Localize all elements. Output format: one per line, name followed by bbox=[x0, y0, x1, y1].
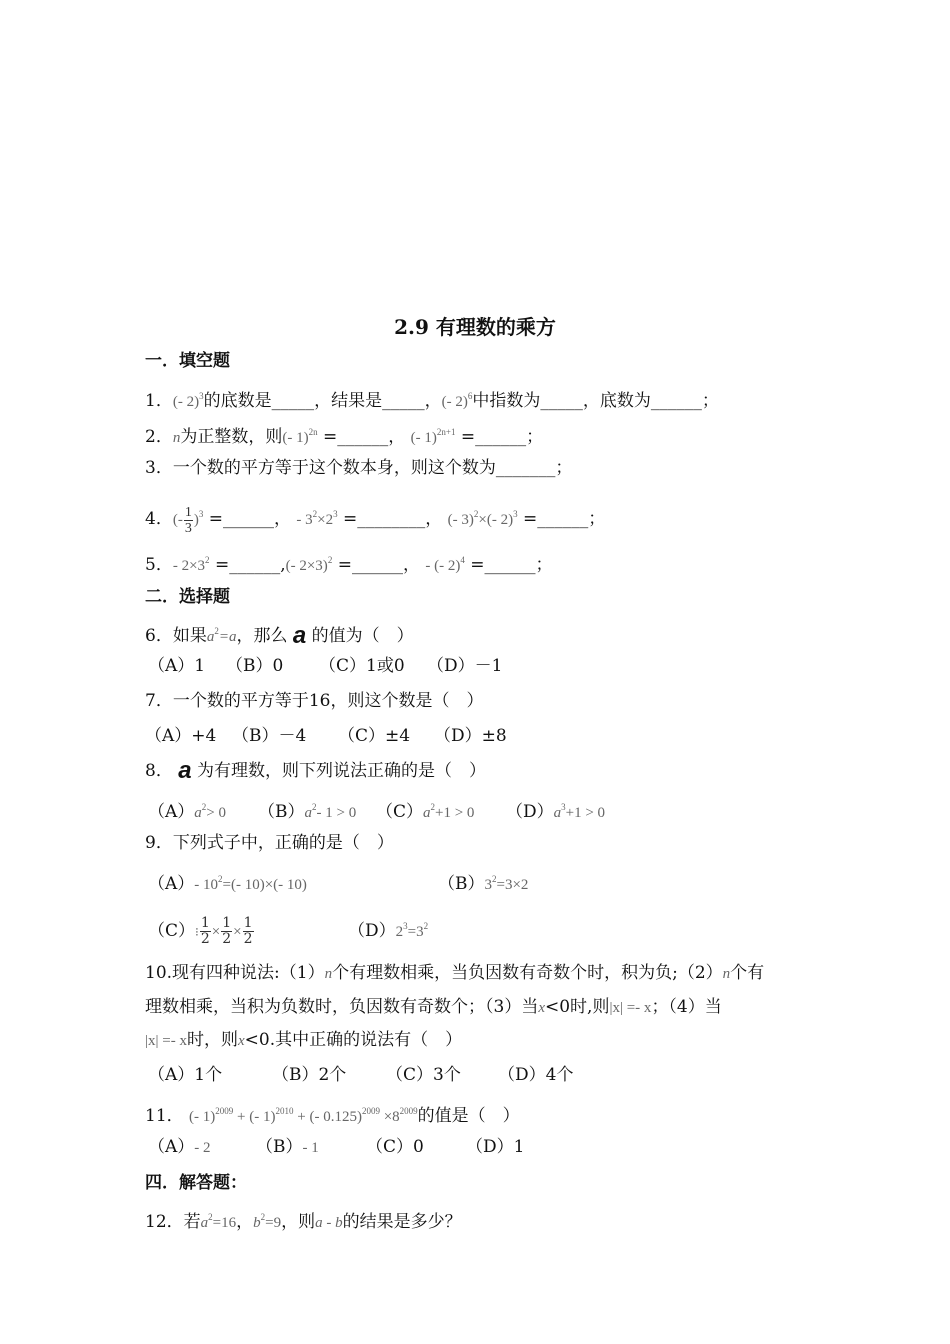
question-text: 一个数的平方等于16，则这个数是（ ） bbox=[172, 691, 484, 711]
option-c: （C）3个 bbox=[386, 1065, 461, 1085]
question-2 bbox=[145, 421, 543, 449]
question-text: =______， bbox=[208, 509, 291, 529]
option-c: （C）±4 bbox=[338, 726, 411, 746]
question-text: =______， bbox=[337, 555, 420, 575]
question-text: 为有理数，则下列说法正确的是（ ） bbox=[197, 761, 486, 781]
option-c: （C）0 bbox=[366, 1137, 424, 1157]
question-number: 10 bbox=[145, 963, 167, 983]
question-text: =________， bbox=[343, 509, 443, 529]
question-10-line-1: 10.现有四种说法:（1）n个有理数相乘，当负因数有奇数个时，积为负;（2）n个有 bbox=[145, 963, 765, 983]
option-b: $(B)a^2-$ 1 > 0 bbox=[258, 802, 357, 822]
question-text: 下列式子中，正确的是（ ） bbox=[172, 833, 394, 853]
question-number: 5． bbox=[145, 555, 173, 575]
question-text: 中指数为_____，底数为______； bbox=[472, 391, 719, 411]
question-text: 的值是（ ） bbox=[417, 1106, 520, 1126]
question-number: 4． bbox=[145, 509, 173, 529]
question-9 bbox=[145, 832, 394, 854]
question-9-options-cd bbox=[148, 915, 428, 947]
option-a: （A）- $10^2=(-$ 10)×(- 10) bbox=[148, 874, 307, 894]
question-text: =______； bbox=[523, 509, 606, 529]
option-b: （B）0 bbox=[226, 656, 284, 676]
section-answer-heading: 四．解答题： bbox=[145, 1173, 247, 1193]
question-number: 7． bbox=[145, 691, 173, 711]
option-d: （D）1 bbox=[466, 1137, 525, 1157]
math-expression: (- $\frac{1}{3}$ )$^3$ bbox=[172, 505, 204, 537]
math-expression: (- 2)$^6$ bbox=[441, 391, 473, 410]
fraction: $\frac{1}{3}$ bbox=[184, 505, 192, 537]
option-d: （D）±8 bbox=[434, 726, 507, 746]
page-title: 2.9 有理数的乘方 bbox=[394, 315, 556, 339]
section-choice-heading: 二．选择题 bbox=[145, 587, 230, 607]
option-b: $(B)3^2=3\times 2$ bbox=[438, 874, 529, 894]
question-text: =______， bbox=[322, 427, 406, 447]
option-c: （C）1或0 bbox=[319, 656, 405, 676]
question-text: 一个数的平方等于这个数本身，则这个数为_______； bbox=[172, 458, 573, 478]
option-d: $(D)2^3=3^2$ bbox=[348, 921, 429, 941]
question-text: =______, bbox=[214, 555, 286, 575]
question-5 bbox=[145, 549, 553, 577]
math-expression: (- 1)$^{2n}$ bbox=[282, 427, 318, 446]
math-variable: n bbox=[172, 430, 181, 446]
question-7-options bbox=[145, 725, 507, 747]
option-d: $(D)a^3+1 > 0$ bbox=[506, 802, 606, 822]
question-4 bbox=[145, 503, 605, 536]
question-9-options-ab bbox=[148, 868, 528, 896]
question-number: 6． bbox=[145, 626, 173, 646]
math-expression: (- 3)$^2$×(- 2)$^3$ bbox=[447, 509, 518, 528]
question-number: 1． bbox=[145, 391, 173, 411]
math-variable: a bbox=[178, 757, 192, 784]
option-c: $(C)a^2+1 > 0$ bbox=[376, 802, 475, 822]
section-fill-heading: 一．填空题 bbox=[145, 351, 230, 371]
math-expression: (- 2×3)$^2$ bbox=[285, 555, 333, 574]
question-11 bbox=[145, 1100, 520, 1128]
question-number: 11． bbox=[145, 1106, 184, 1126]
math-expression: a - b bbox=[315, 1215, 343, 1231]
question-11-options bbox=[148, 1136, 524, 1159]
option-d: （D）4个 bbox=[498, 1065, 574, 1085]
math-expression: $b^2=9$ bbox=[253, 1212, 282, 1231]
question-6-options bbox=[148, 655, 502, 677]
math-expression: - (- 2)$^4$ bbox=[425, 555, 465, 574]
question-number: 9． bbox=[145, 833, 173, 853]
question-number: 12． bbox=[145, 1212, 184, 1232]
question-number: 3． bbox=[145, 458, 173, 478]
option-c: （C）⁝ $\frac{1}{2}$ × $\frac{1}{2}$ × $\frac{1}{2}$ bbox=[148, 915, 253, 947]
question-number: 2． bbox=[145, 427, 173, 447]
math-expression: - $2\times 3^2$ bbox=[172, 555, 210, 574]
question-12: 12．若$a^2=16$，$b^2=9$，则a - b的结果是多少？ bbox=[145, 1212, 462, 1232]
option-b: （B）－4 bbox=[232, 726, 307, 746]
option-d: （D）－1 bbox=[427, 656, 503, 676]
math-variable: a bbox=[292, 622, 307, 649]
question-text: 的值为（ ） bbox=[311, 626, 414, 646]
question-text: =______； bbox=[460, 427, 544, 447]
math-expression: (- 2)$^3$ bbox=[172, 391, 204, 410]
option-a: （A）- 2 bbox=[148, 1137, 211, 1157]
question-text: 的底数是_____，结果是_____， bbox=[203, 391, 442, 411]
question-6 bbox=[145, 620, 414, 648]
math-expression: $a^2=a$ bbox=[206, 626, 237, 645]
question-text: ，那么 bbox=[236, 626, 288, 646]
question-3 bbox=[145, 457, 572, 479]
question-10-options bbox=[148, 1064, 573, 1086]
question-8-options bbox=[148, 796, 605, 824]
option-b: （B）2个 bbox=[272, 1065, 347, 1085]
question-text: =______； bbox=[470, 555, 553, 575]
option-a: （A）1 bbox=[148, 656, 206, 676]
option-b: （B）- 1 bbox=[256, 1137, 319, 1157]
question-1 bbox=[145, 385, 719, 413]
question-7 bbox=[145, 690, 483, 712]
option-a: （A）+4 bbox=[145, 726, 217, 746]
math-expression: (- 1)$^{2009}$ + (- 1)$^{2010}$ + (- $0.125)^{2009} \times 8^{2009}$ bbox=[189, 1106, 418, 1125]
question-text: 如果 bbox=[172, 626, 207, 646]
math-expression: - $3^2\times 2^3$ bbox=[296, 509, 338, 528]
question-number: 8． bbox=[145, 761, 173, 781]
question-10-line-2: 理数相乘，当积为负数时，负因数有奇数个；（3）当x<0时,则|x| =- x；（4）当 bbox=[145, 997, 722, 1017]
option-a: $(A)a^2> 0$ bbox=[148, 802, 226, 822]
question-10-line-3: |x| =- x时，则x<0.其中正确的说法有（ ） bbox=[145, 1030, 463, 1050]
option-a: （A）1个 bbox=[148, 1065, 223, 1085]
math-expression: (- 1)$^{2n+1}$ bbox=[410, 427, 456, 446]
question-text: 为正整数，则 bbox=[180, 427, 283, 447]
math-expression: $a^2=16$ bbox=[200, 1212, 237, 1231]
question-8 bbox=[145, 757, 486, 784]
